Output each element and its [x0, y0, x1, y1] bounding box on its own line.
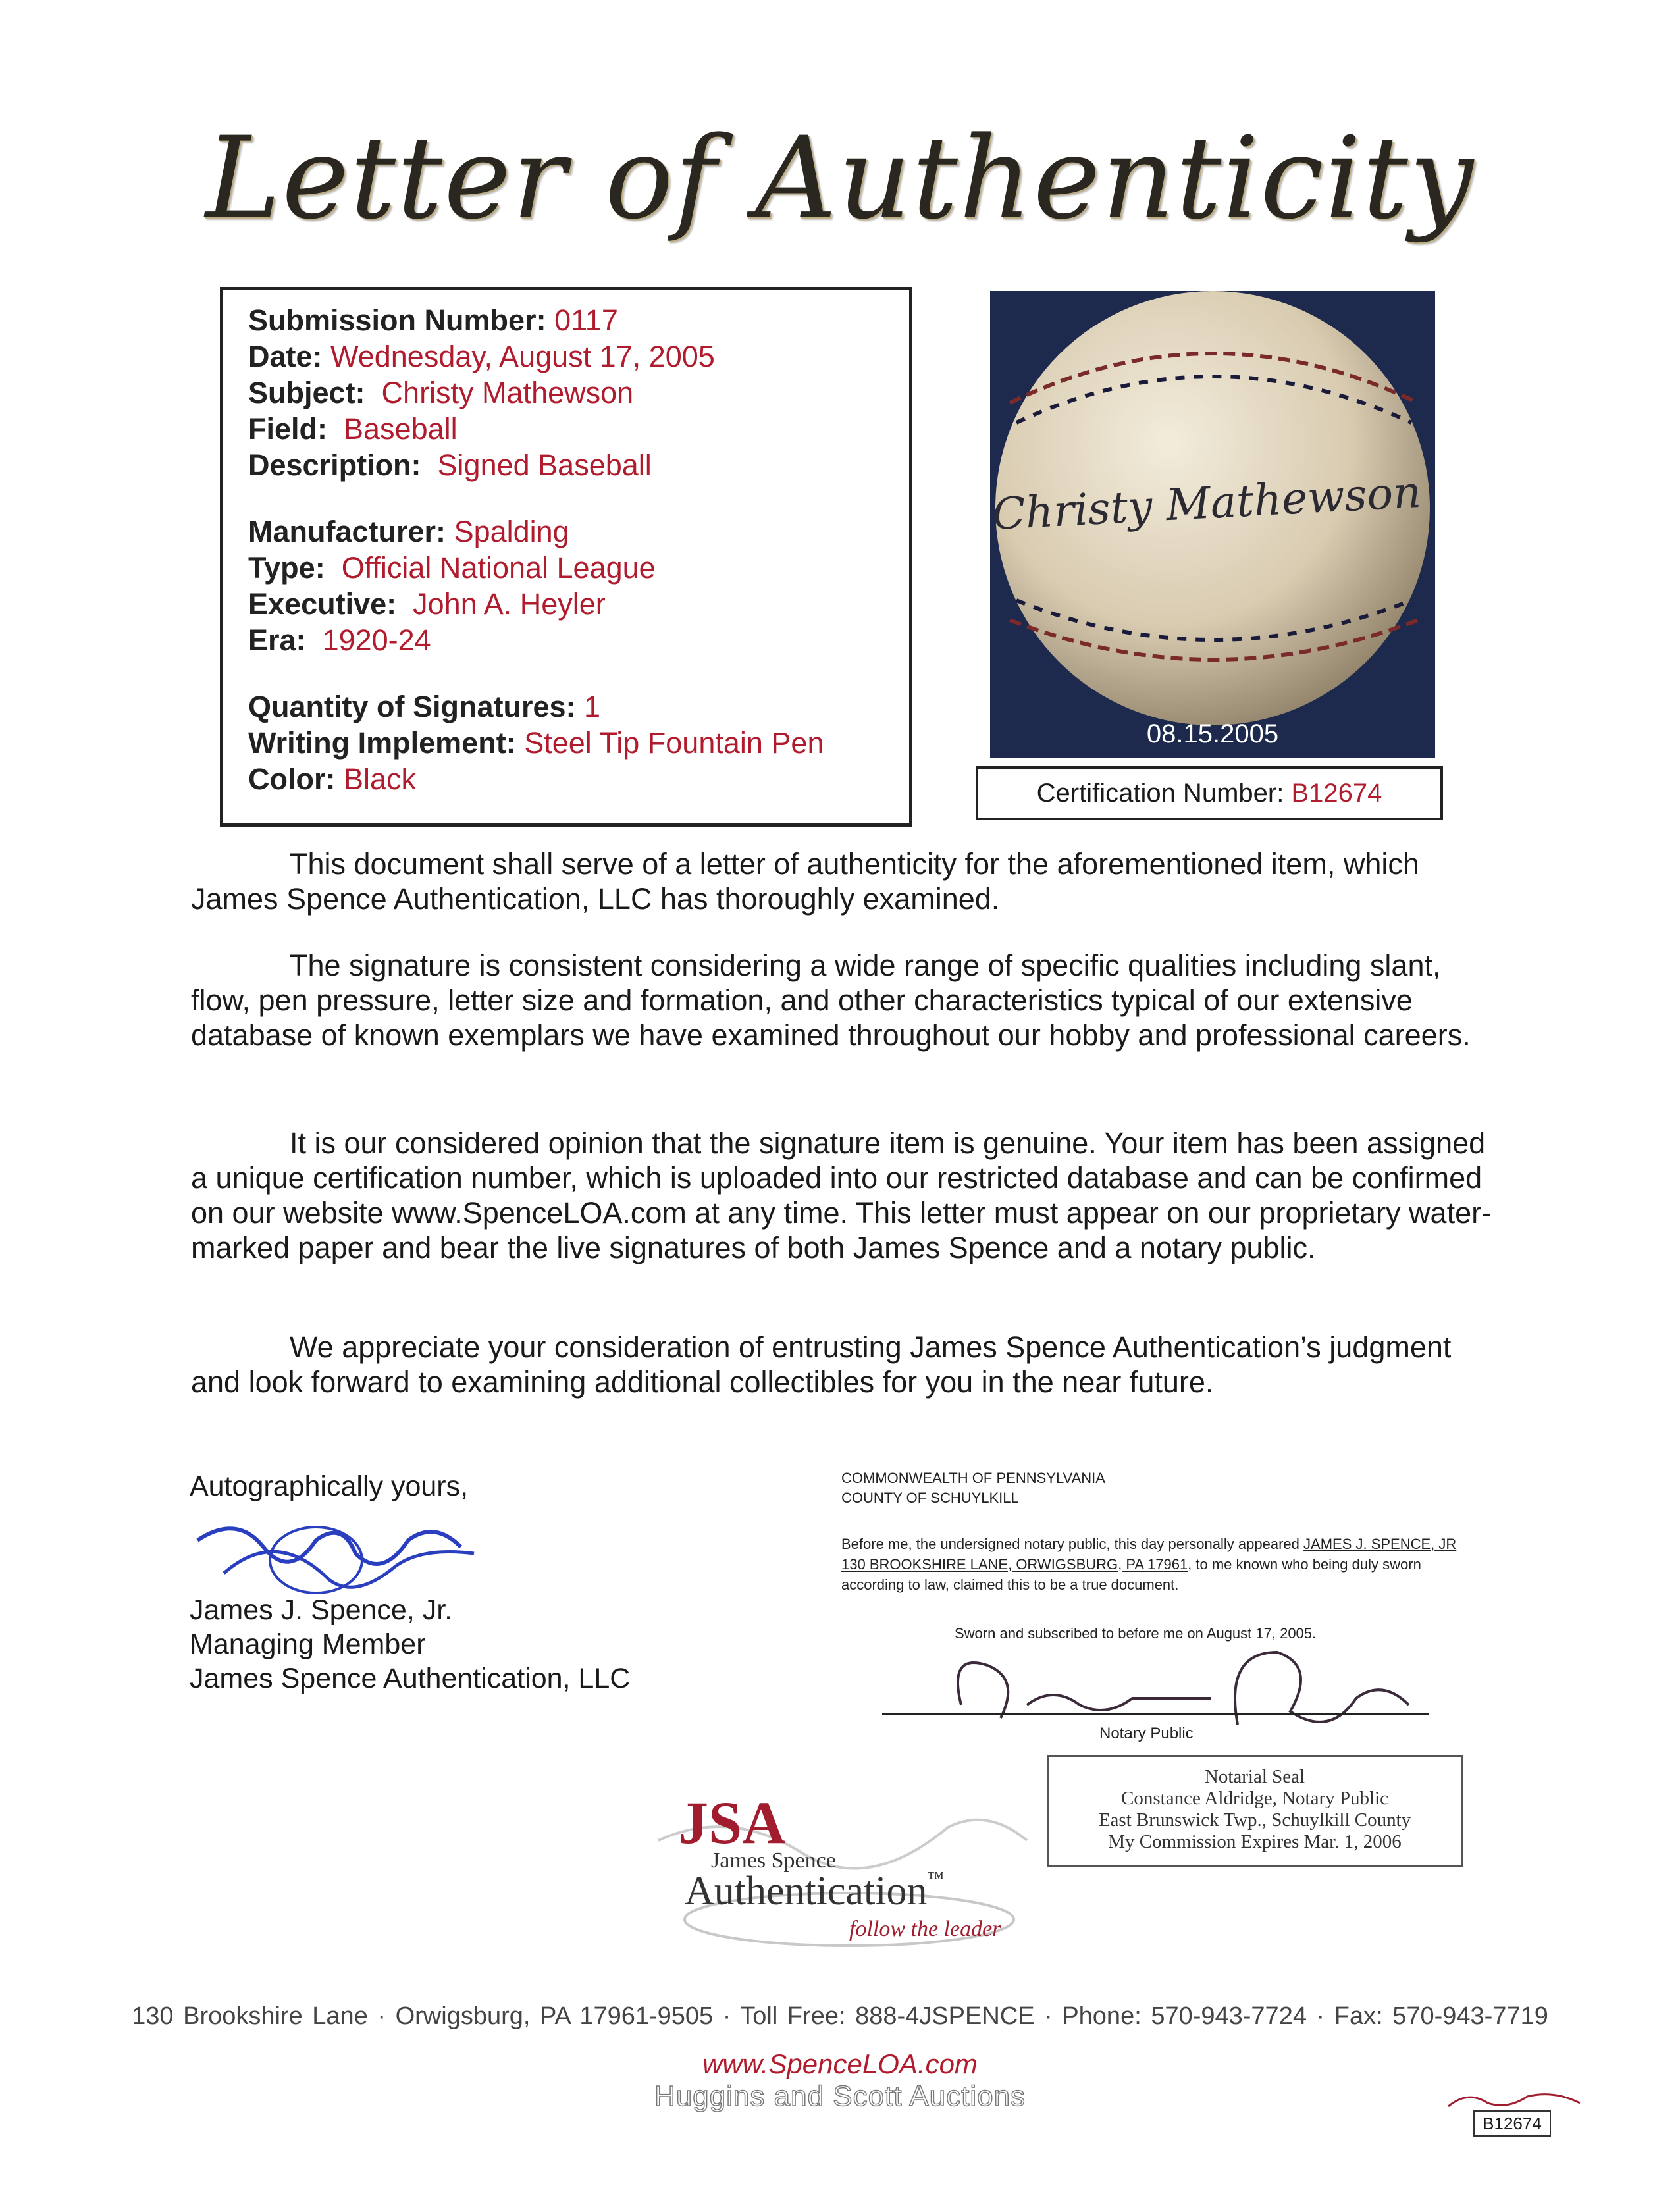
baseball-photo [990, 291, 1435, 758]
signer-name: James J. Spence, Jr. [190, 1594, 453, 1626]
detail-manufacturer: Manufacturer: Spalding [248, 515, 569, 548]
item-details-box [220, 287, 912, 827]
footer-address: 130 Brookshire Lane · Orwigsburg, PA 17961-9505 · Toll Free: 888-4JSPENCE · Phone: 570-943-7724 · Fax: 570-943-7719 [132, 2002, 1548, 2030]
certification-badge: B12674 [1473, 2110, 1551, 2137]
certification-number-box: Certification Number: B12674 [976, 766, 1443, 820]
notary-signature-line [882, 1713, 1429, 1715]
footer-website-link[interactable]: www.SpenceLOA.com [702, 2048, 978, 2079]
notary-county: COUNTY OF SCHUYLKILL [841, 1490, 1019, 1506]
photo-date-stamp: 08.15.2005 [1146, 719, 1279, 748]
ball-signature: Christy Mathewson [991, 467, 1423, 540]
notary-sworn: Sworn and subscribed to before me on August 17, 2005. [955, 1625, 1317, 1642]
detail-field: Field: Baseball [248, 412, 458, 446]
baseball-image [990, 291, 1435, 758]
logo-tagline: follow the leader [849, 1917, 1001, 1941]
logo-mark: JSA [678, 1789, 786, 1856]
detail-date: Date: Wednesday, August 17, 2005 [248, 340, 715, 373]
logo-line2: Authentication™ [685, 1868, 944, 1914]
paragraph-2: The signature is consistent considering a wide range of specific qualities including slant, flow, pen pressure, letter size and formation, and other characteristics typical of our extensive database of known exemplars we have examined throughout our hobby and professional careers. [191, 949, 1471, 1052]
badge-signature-icon [1442, 2087, 1587, 2113]
notary-statement: Before me, the undersigned notary public, this day personally appeared JAMES J. SPENCE, JR 130 BROOKSHIRE LANE, ORWIGSBURG, PA 17961, to me known who being duly sworn according to law, claimed this to be a true document. [841, 1536, 1457, 1593]
notary-state: COMMONWEALTH OF PENNSYLVANIA [841, 1470, 1105, 1486]
auction-watermark: Huggins and Scott Auctions [654, 2080, 1026, 2112]
detail-executive: Executive: John A. Heyler [248, 587, 606, 621]
signer-role: Managing Member [190, 1628, 426, 1660]
logo-line1: James Spence [711, 1848, 836, 1873]
detail-submission-number: Submission Number: 0117 [248, 303, 618, 337]
notary-public-label: Notary Public [1099, 1725, 1194, 1742]
detail-quantity: Quantity of Signatures: 1 [248, 690, 601, 723]
spence-signature-icon [184, 1501, 487, 1606]
detail-type: Type: Official National League [248, 551, 656, 585]
detail-color: Color: Black [248, 762, 417, 796]
detail-subject: Subject: Christy Mathewson [248, 376, 634, 409]
signer-company: James Spence Authentication, LLC [190, 1663, 631, 1694]
detail-era: Era: 1920-24 [248, 623, 431, 657]
page-title: Letter of Authenticity [205, 112, 1475, 244]
paragraph-4: We appreciate your consideration of entrusting James Spence Authentication’s judgment and look forward to examining additional collectibles for you in the near future. [191, 1330, 1452, 1399]
notarial-seal: Notarial Seal Constance Aldridge, Notary Public East Brunswick Twp., Schuylkill County My Commission Expires Mar. 1, 2006 [1047, 1755, 1463, 1867]
paragraph-3: It is our considered opinion that the signature item is genuine. Your item has been assigned a unique certification number, which is uploaded into our restricted database and can be confirmed on our website www.SpenceLOA.com at any time. This letter must appear on our proprietary water-marked paper and bear the live signatures of both James Spence and a notary public. [191, 1126, 1492, 1264]
paragraph-1: This document shall serve of a letter of authenticity for the aforementioned item, which James Spence Authentication, LLC has thoroughly examined. [191, 847, 1419, 916]
jsa-logo [632, 1788, 1040, 1946]
detail-description: Description: Signed Baseball [248, 448, 652, 482]
closing-salutation: Autographically yours, [190, 1471, 469, 1502]
detail-writing-implement: Writing Implement: Steel Tip Fountain Pen [248, 726, 824, 760]
